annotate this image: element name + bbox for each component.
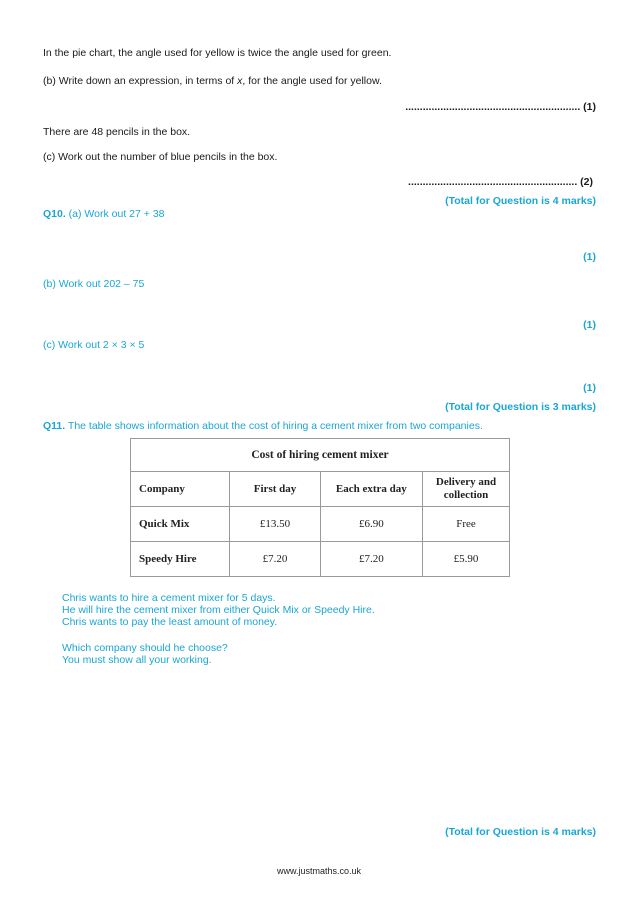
q9-part-b-var: x [237,75,243,87]
table-row [131,542,510,577]
q11-scenario-line: Chris wants to pay the least amount of money. [62,616,278,628]
q10-number: Q10. [43,208,66,220]
q10-part-b: (b) Work out 202 – 75 [43,278,145,290]
q10-mark-b: (1) [583,319,596,331]
q9-answer-line-c[interactable]: .......................................................... (2) [408,176,593,188]
q9-total: (Total for Question is 4 marks) [445,195,596,207]
q11-intro [43,420,483,432]
header-company: Company [131,472,230,507]
header-each-extra-day: Each extra day [320,472,422,507]
q11-scenario-line: He will hire the cement mixer from either Quick Mix or Speedy Hire. [62,604,375,616]
q11-scenario-line: Chris wants to hire a cement mixer for 5 days. [62,592,276,604]
table-cell: £6.90 [320,507,422,542]
row-company-speedy-hire: Speedy Hire [131,542,230,577]
q11-number: Q11. [43,420,66,432]
q11-question-line: Which company should he choose? [62,642,228,654]
q10-mark-a: (1) [583,251,596,263]
q10-part-c: (c) Work out 2 × 3 × 5 [43,339,145,351]
q9-answer-line-b[interactable]: ............................................................ (1) [405,101,596,113]
q9-intro: In the pie chart, the angle used for yellow is twice the angle used for green. [43,47,392,59]
q10-mark-c: (1) [583,382,596,394]
table-cell: £5.90 [423,542,510,577]
table-title-row [131,439,510,472]
cement-mixer-table [130,438,510,577]
q11-scenario-text [62,592,375,628]
table-header-row [131,472,510,507]
q11-total: (Total for Question is 4 marks) [445,826,596,838]
q9-part-b-suffix: , for the angle used for yellow. [242,75,382,87]
table-row [131,507,510,542]
q11-intro-text: The table shows information about the cost of hiring a cement mixer from two companies. [65,420,483,432]
q9-part-c: (c) Work out the number of blue pencils in the box. [43,151,278,163]
header-first-day: First day [230,472,320,507]
table-cell: £13.50 [230,507,320,542]
q9-part-b-prefix: (b) Write down an expression, in terms of [43,75,238,87]
q10-total: (Total for Question is 3 marks) [445,401,596,413]
footer-url[interactable]: www.justmaths.co.uk [276,866,362,876]
table-title: Cost of hiring cement mixer [131,439,510,472]
q11-question-text [62,642,228,666]
q9-pencils-statement: There are 48 pencils in the box. [43,126,191,138]
q9-part-b [43,75,382,87]
table-cell: Free [423,507,510,542]
row-company-quick-mix: Quick Mix [131,507,230,542]
table-cell: £7.20 [230,542,320,577]
header-delivery-collection: Delivery and collection [423,472,510,507]
q10-part-a-text: (a) Work out 27 + 38 [65,208,165,220]
q11-question-line: You must show all your working. [62,654,212,666]
table-cell: £7.20 [320,542,422,577]
q10-part-a [43,208,165,220]
